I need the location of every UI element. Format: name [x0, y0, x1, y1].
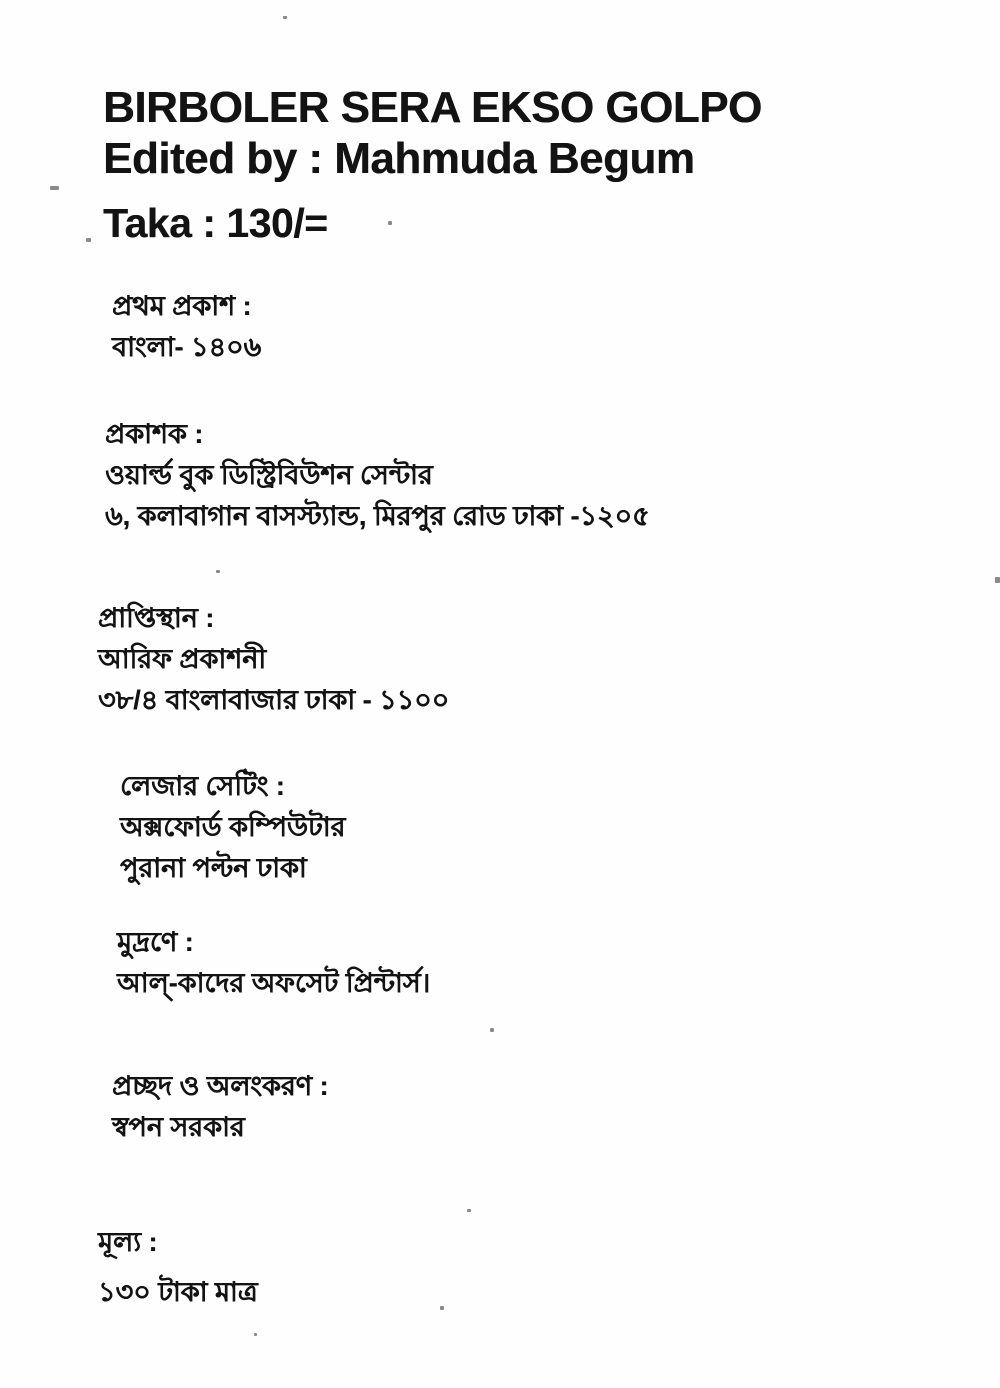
first-publication-label: প্রথম প্রকাশ : — [112, 291, 252, 321]
scan-speck — [490, 1028, 494, 1032]
scan-speck — [467, 1209, 471, 1212]
laser-setting-label: লেজার সেটিং : — [120, 771, 285, 801]
book-price-english: Taka : 130/= — [103, 200, 328, 246]
section-laser-setting — [120, 766, 345, 889]
scan-speck — [995, 577, 1000, 583]
scan-speck — [254, 1333, 257, 1336]
book-title: BIRBOLER SERA EKSO GOLPO — [103, 83, 762, 132]
scan-speck — [283, 16, 287, 19]
publisher-name: ওয়ার্ল্ড বুক ডিস্ট্রিবিউশন সেন্টার — [105, 460, 433, 490]
book-editor: Edited by : Mahmuda Begum — [103, 134, 695, 183]
cover-label: প্রচ্ছদ ও অলংকরণ : — [112, 1071, 329, 1101]
laser-setting-location: পুরানা পল্টন ঢাকা — [120, 853, 307, 883]
scan-speck — [216, 570, 220, 573]
section-publisher — [105, 414, 650, 537]
section-availability — [98, 598, 449, 721]
laser-setting-company: অক্সফোর্ড কম্পিউটার — [120, 812, 346, 842]
printer-name: আল্-কাদের অফসেট প্রিন্টার্স। — [117, 968, 431, 998]
price-label: মূল্য : — [98, 1227, 158, 1257]
scan-speck — [388, 221, 392, 225]
first-publication-year: বাংলা- ১৪০৬ — [112, 332, 262, 362]
cover-artist: স্বপন সরকার — [112, 1112, 245, 1142]
section-first-publication — [112, 286, 261, 368]
scan-speck — [440, 1306, 444, 1310]
section-price — [98, 1222, 258, 1313]
scan-speck — [86, 238, 91, 242]
publisher-address: ৬, কলাবাগান বাসস্ট্যান্ড, মিরপুর রোড ঢাকা -১২০৫ — [105, 501, 650, 531]
section-printing — [117, 922, 430, 1004]
distributor-name: আরিফ প্রকাশনী — [98, 644, 266, 674]
section-cover-illustration — [112, 1066, 328, 1148]
distributor-address: ৩৮/৪ বাংলাবাজার ঢাকা - ১১০০ — [98, 685, 450, 715]
price-amount: ১৩০ টাকা মাত্র — [98, 1277, 258, 1307]
availability-label: প্রাপ্তিস্থান : — [98, 603, 215, 633]
scan-speck — [50, 186, 59, 190]
printing-label: মুদ্রণে : — [117, 927, 194, 957]
publisher-label: প্রকাশক : — [105, 419, 204, 449]
